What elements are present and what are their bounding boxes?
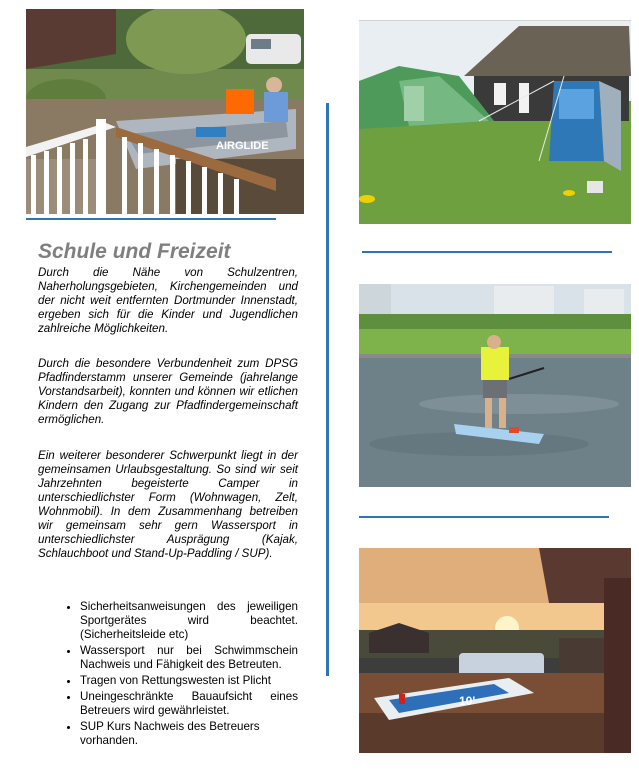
safety-list	[38, 600, 298, 750]
column-divider	[326, 103, 329, 676]
paragraph-holidays: Ein weiterer besonderer Schwerpunkt liegt in der gemeinsamen Urlaubsgestaltung. So sind wir seit Jahrzehnten begeisterte Camper in unterschiedlichster Form (Wohnwagen, Zelt, Wohnmobil). In dem Zusammenhang betreiben wir gemeinsam sehr gern Wassersport in unterschiedlichster Ausprägung (Kajak, Schlauchboot und Stand-Up-Paddling / SUP).	[38, 449, 298, 560]
paragraph-scouts: Durch die besondere Verbundenheit zum DPSG Pfadfinderstamm unserer Gemeinde (jahrelange Vorstandsarbeit), konnten und können wir etlichen Kindern den Zugang zur Pfadfindergemeinschaft ermöglichen.	[38, 357, 298, 426]
camping-photo	[359, 21, 631, 224]
list-item: • Tragen von Rettungswesten ist Plicht	[80, 674, 298, 688]
sunset-photo	[359, 548, 631, 753]
list-item: • Sicherheitsanweisungen des jeweiligen Sportgerätes wird beachtet. (Sicherheitsleide etc)	[80, 600, 298, 642]
boat-photo-underline	[26, 218, 276, 220]
sup-photo	[359, 284, 631, 487]
boat-photo	[26, 9, 304, 214]
camping-photo-underline	[362, 251, 612, 253]
list-item: • SUP Kurs Nachweis des Betreuers vorhanden.	[80, 720, 298, 748]
boat-brand-text: AIRGLIDE	[216, 140, 269, 152]
paragraph-intro: Durch die Nähe von Schulzentren, Naherholungsgebieten, Kirchengemeinden und der nicht weit entfernten Dortmunder Innenstadt, ergeben sich für die Kinder und Jugendlichen zahlreiche Möglichkeiten.	[38, 266, 298, 335]
sup-board-text: 10'	[459, 694, 476, 708]
sup-photo-underline	[359, 516, 609, 518]
list-item: • Uneingeschränkte Bauaufsicht eines Betreuers wird gewährleistet.	[80, 690, 298, 718]
list-item: • Wassersport nur bei Schwimmschein Nachweis und Fähigkeit des Betreuten.	[80, 644, 298, 672]
section-title: Schule und Freizeit	[38, 240, 231, 263]
